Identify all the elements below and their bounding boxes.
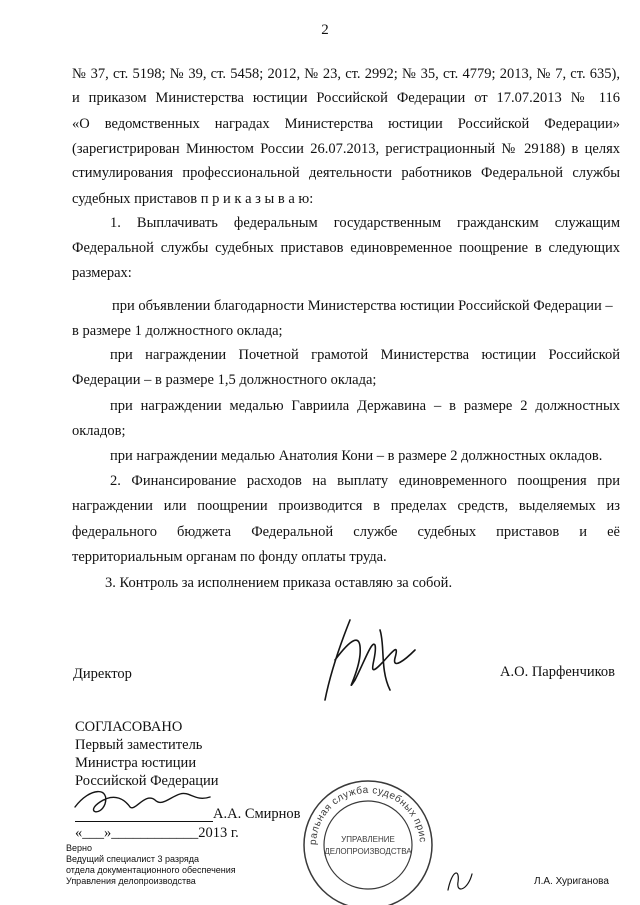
bullet-line: при награждении Почетной грамотой Министерства юстиции Российской [110,347,620,363]
body-line: в размере 1 должностного оклада; [72,323,283,339]
body-line: размерах: [72,265,132,281]
bullet-line: при награждении медалью Гавриила Державина – в размере 2 должностных [110,398,620,414]
stamp-center-text: ДЕЛОПРОИЗВОДСТВА [324,847,412,856]
page-number: 2 [321,22,329,38]
body-line: № 37, ст. 5198; № 39, ст. 5458; 2012, № 23, ст. 2992; № 35, ст. 4779; 2013, № 7, ст. 635), [72,66,620,82]
stamp-ring-text: Федеральная служба судебных приставов [293,767,428,846]
stamp-center-text: УПРАВЛЕНИЕ [341,835,395,844]
body-line: Федеральной службы судебных приставов единовременное поощрение в следующих [72,240,620,256]
approval-heading: СОГЛАСОВАНО [75,719,183,735]
approval-line: Российской Федерации [75,773,219,789]
cert-line: отдела документационного обеспечения [66,865,236,875]
body-line: территориальным органам по фонду оплаты труда. [72,549,387,565]
cert-name: Л.А. Хуриганова [534,876,609,887]
bullet-line: при объявлении благодарности Министерства юстиции Российской Федерации – [112,298,613,314]
body-line: стимулирования профессиональной деятельности работников Федеральной службы [72,165,620,181]
body-line: федерального бюджета Федеральной службе судебных приставов и её [72,524,620,540]
cert-line: Ведущий специалист 3 разряда [66,854,200,864]
approval-line: Первый заместитель [75,737,203,753]
paragraph-2-start: 2. Финансирование расходов на выплату единовременного поощрения при [110,473,620,489]
cert-line: Верно [66,843,92,853]
body-line: (зарегистрирован Минюстом России 26.07.2013, регистрационный № 29188) в целях [72,141,620,157]
paragraph-1-start: 1. Выплачивать федеральным государственным гражданским служащим [110,215,620,231]
body-line: Федерации – в размере 1,5 должностного оклада; [72,372,377,388]
signatory-name: А.О. Парфенчиков [500,664,616,680]
approval-line: Министра юстиции [75,755,197,771]
body-line: судебных приставов п р и к а з ы в а ю: [72,191,314,207]
office-stamp [293,767,438,905]
body-line: и приказом Министерства юстиции Российской Федерации от 17.07.2013 № 116 [72,90,620,106]
svg-text:Федеральная служба судебных пр [294,767,428,845]
signature-line [75,821,213,822]
approval-signature [70,782,220,822]
signatory-position: Директор [73,666,132,682]
body-line: награждении или поощрении производится в пределах средств, выделяемых из [72,498,620,514]
paragraph-3: 3. Контроль за исполнением приказа оставляю за собой. [105,575,453,591]
cert-signature [440,860,480,900]
body-line: окладов; [72,423,126,439]
approval-date: «___»____________2013 г. [75,825,239,841]
approval-signer: А.А. Смирнов [213,806,301,822]
director-signature [320,600,430,710]
cert-line: Управления делопроизводства [66,876,196,886]
body-line: «О ведомственных наградах Министерства юстиции Российской Федерации» [72,116,620,132]
bullet-line: при награждении медалью Анатолия Кони – в размере 2 должностных окладов. [110,448,603,464]
